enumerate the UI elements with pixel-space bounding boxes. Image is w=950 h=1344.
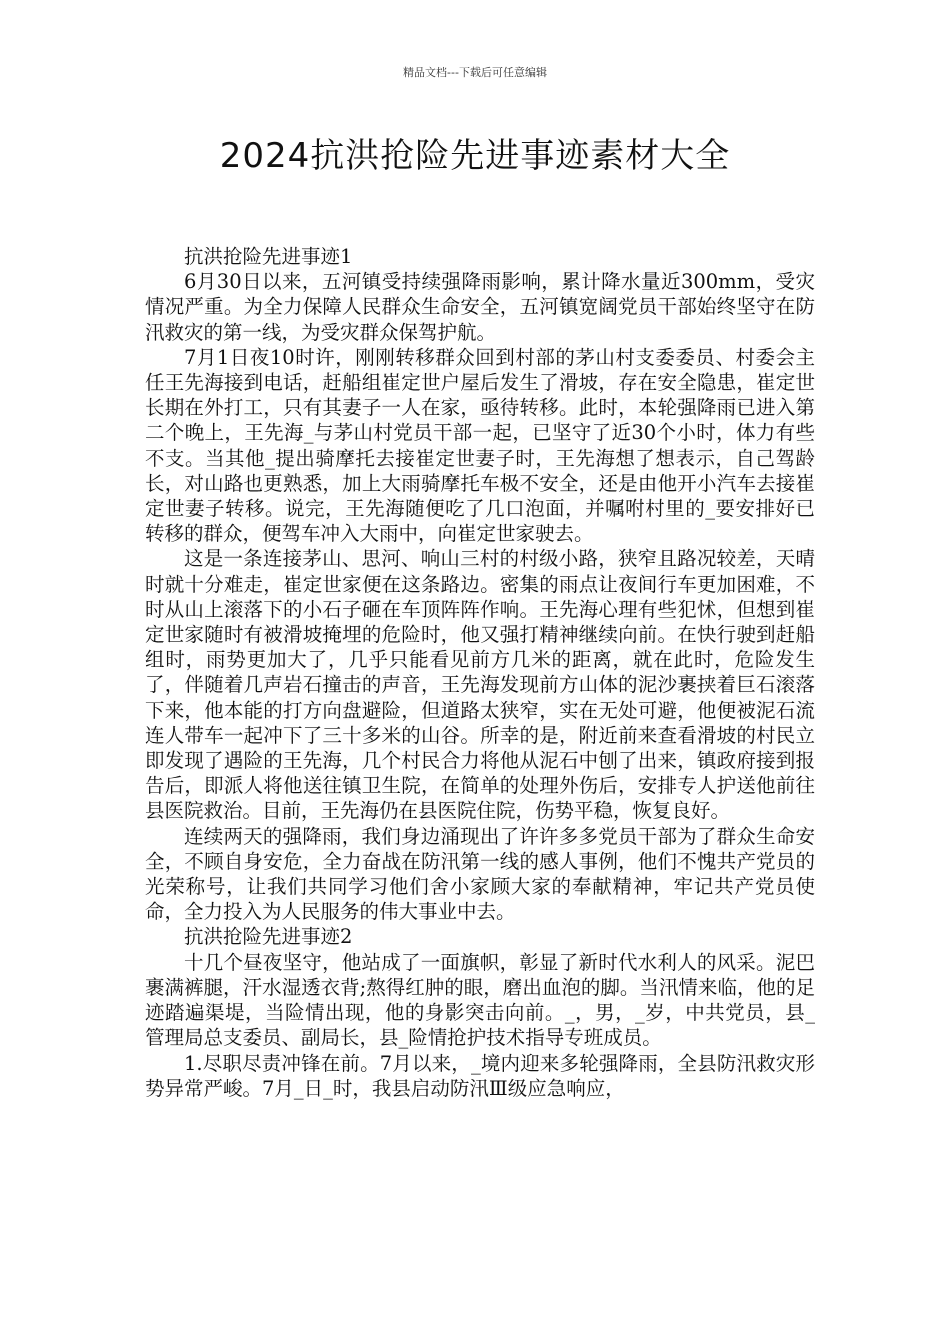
paragraph: 连续两天的强降雨，我们身边涌现出了许许多多党员干部为了群众生命安全，不顾自身安危，全力奋战在防汛第一线的感人事例，他们不愧共产党员的光荣称号，让我们共同学习他们舍小家顾大家的奉献精神，牢记共产党员使命，全力投入为人民服务的伟大事业中去。 (145, 824, 815, 924)
paragraph: 十几个昼夜坚守，他站成了一面旗帜，彰显了新时代水利人的风采。泥巴裹满裤腿，汗水湿透衣背;熬得红肿的眼，磨出血泡的脚。当汛情来临，他的足迹踏遍渠堤，当险情出现，他的身影突击向前。_，男，_岁，中共党员，县_管理局总支委员、副局长，县_险情抢护技术指导专班成员。 (145, 950, 815, 1050)
paragraph: 这是一条连接茅山、思河、响山三村的村级小路，狭窄且路况较差，天晴时就十分难走，崔定世家便在这条路边。密集的雨点让夜间行车更加困难，不时从山上滚落下的小石子砸在车顶阵阵作响。王先海心理有些犯怵，但想到崔定世家随时有被滑坡掩埋的危险时，他又强打精神继续向前。在快行驶到赶船组时，雨势更加大了，几乎只能看见前方几米的距离，就在此时，危险发生了，伴随着几声岩石撞击的声音，王先海发现前方山体的泥沙裹挟着巨石滚落下来，他本能的打方向盘避险，但道路太狭窄，实在无处可避，他便被泥石流连人带车一起冲下了三十多米的山谷。所幸的是，附近前来查看滑坡的村民立即发现了遇险的王先海，几个村民合力将他从泥石中刨了出来，镇政府接到报告后，即派人将他送往镇卫生院，在简单的处理外伤后，安排专人护送他前往县医院救治。目前，王先海仍在县医院住院，伤势平稳，恢复良好。 (145, 547, 815, 823)
document-title: 2024抗洪抢险先进事迹素材大全 (219, 136, 731, 176)
paragraph: 7月1日夜10时许，刚刚转移群众回到村部的茅山村支委委员、村委会主任王先海接到电话，赶船组崔定世户屋后发生了滑坡，存在安全隐患，崔定世长期在外打工，只有其妻子一人在家，亟待转移。此时，本轮强降雨已进入第二个晚上，王先海_与茅山村党员干部一起，已坚守了近30个小时，体力有些不支。当其他_提出骑摩托去接崔定世妻子时，王先海想了想表示，自己驾龄长，对山路也更熟悉，加上大雨骑摩托车极不安全，还是由他开小汽车去接崔定世妻子转移。说完，王先海随便吃了几口泡面，并嘱咐村里的_要安排好已转移的群众，便驾车冲入大雨中，向崔定世家驶去。 (145, 345, 815, 546)
paragraph: 1.尽职尽责冲锋在前。7月以来，_境内迎来多轮强降雨，全县防汛救灾形势异常严峻。7月_日_时，我县启动防汛Ⅲ级应急响应， (145, 1051, 815, 1100)
section-heading: 抗洪抢险先进事迹1 (184, 245, 353, 268)
document-body (145, 244, 815, 1101)
section-heading: 抗洪抢险先进事迹2 (184, 925, 353, 949)
paragraph: 6月30日以来，五河镇受持续强降雨影响，累计降水量近300mm，受灾情况严重。为全力保障人民群众生命安全，五河镇宽阔党员干部始终坚守在防汛救灾的第一线，为受灾群众保驾护航。 (145, 270, 815, 344)
header-note: 精品文档---下载后可任意编辑 (403, 66, 547, 79)
